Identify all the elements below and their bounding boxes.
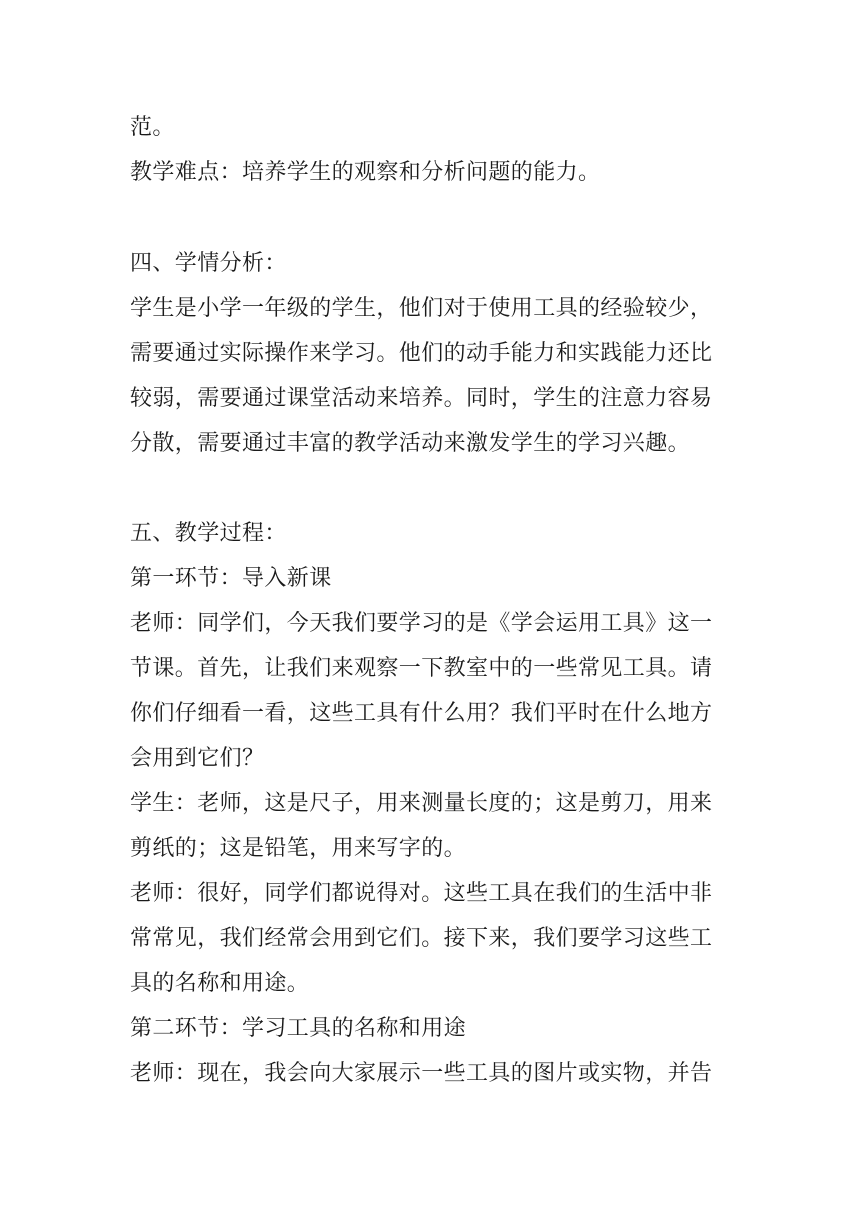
text-line: 教学难点：培养学生的观察和分析问题的能力。 [130,160,601,185]
text-line: 范。 [130,115,175,140]
subsection-heading: 第一环节：导入新课 [130,566,332,591]
text-line: 剪纸的；这是铅笔，用来写字的。 [130,836,467,861]
section-heading: 五、教学过程： [130,521,287,546]
text-line: 分散，需要通过丰富的教学活动来激发学生的学习兴趣。 [130,431,691,456]
section-heading: 四、学情分析： [130,251,287,276]
text-line: 需要通过实际操作来学习。他们的动手能力和实践能力还比 [130,341,713,366]
text-line: 老师：现在，我会向大家展示一些工具的图片或实物，并告 [130,1061,713,1086]
text-line: 会用到它们？ [130,746,265,771]
text-line: 学生是小学一年级的学生，他们对于使用工具的经验较少， [130,296,713,321]
text-line: 较弱，需要通过课堂活动来培养。同时，学生的注意力容易 [130,386,713,411]
text-line: 老师：很好，同学们都说得对。这些工具在我们的生活中非 [130,881,713,906]
subsection-heading: 第二环节：学习工具的名称和用途 [130,1016,467,1041]
text-line: 节课。首先，让我们来观察一下教室中的一些常见工具。请 [130,656,713,681]
text-line: 你们仔细看一看，这些工具有什么用？我们平时在什么地方 [130,701,713,726]
text-line: 具的名称和用途。 [130,971,310,996]
text-line: 学生：老师，这是尺子，用来测量长度的；这是剪刀，用来 [130,791,713,816]
text-line: 老师：同学们，今天我们要学习的是《学会运用工具》这一 [130,611,713,636]
text-line: 常常见，我们经常会用到它们。接下来，我们要学习这些工 [130,926,713,951]
